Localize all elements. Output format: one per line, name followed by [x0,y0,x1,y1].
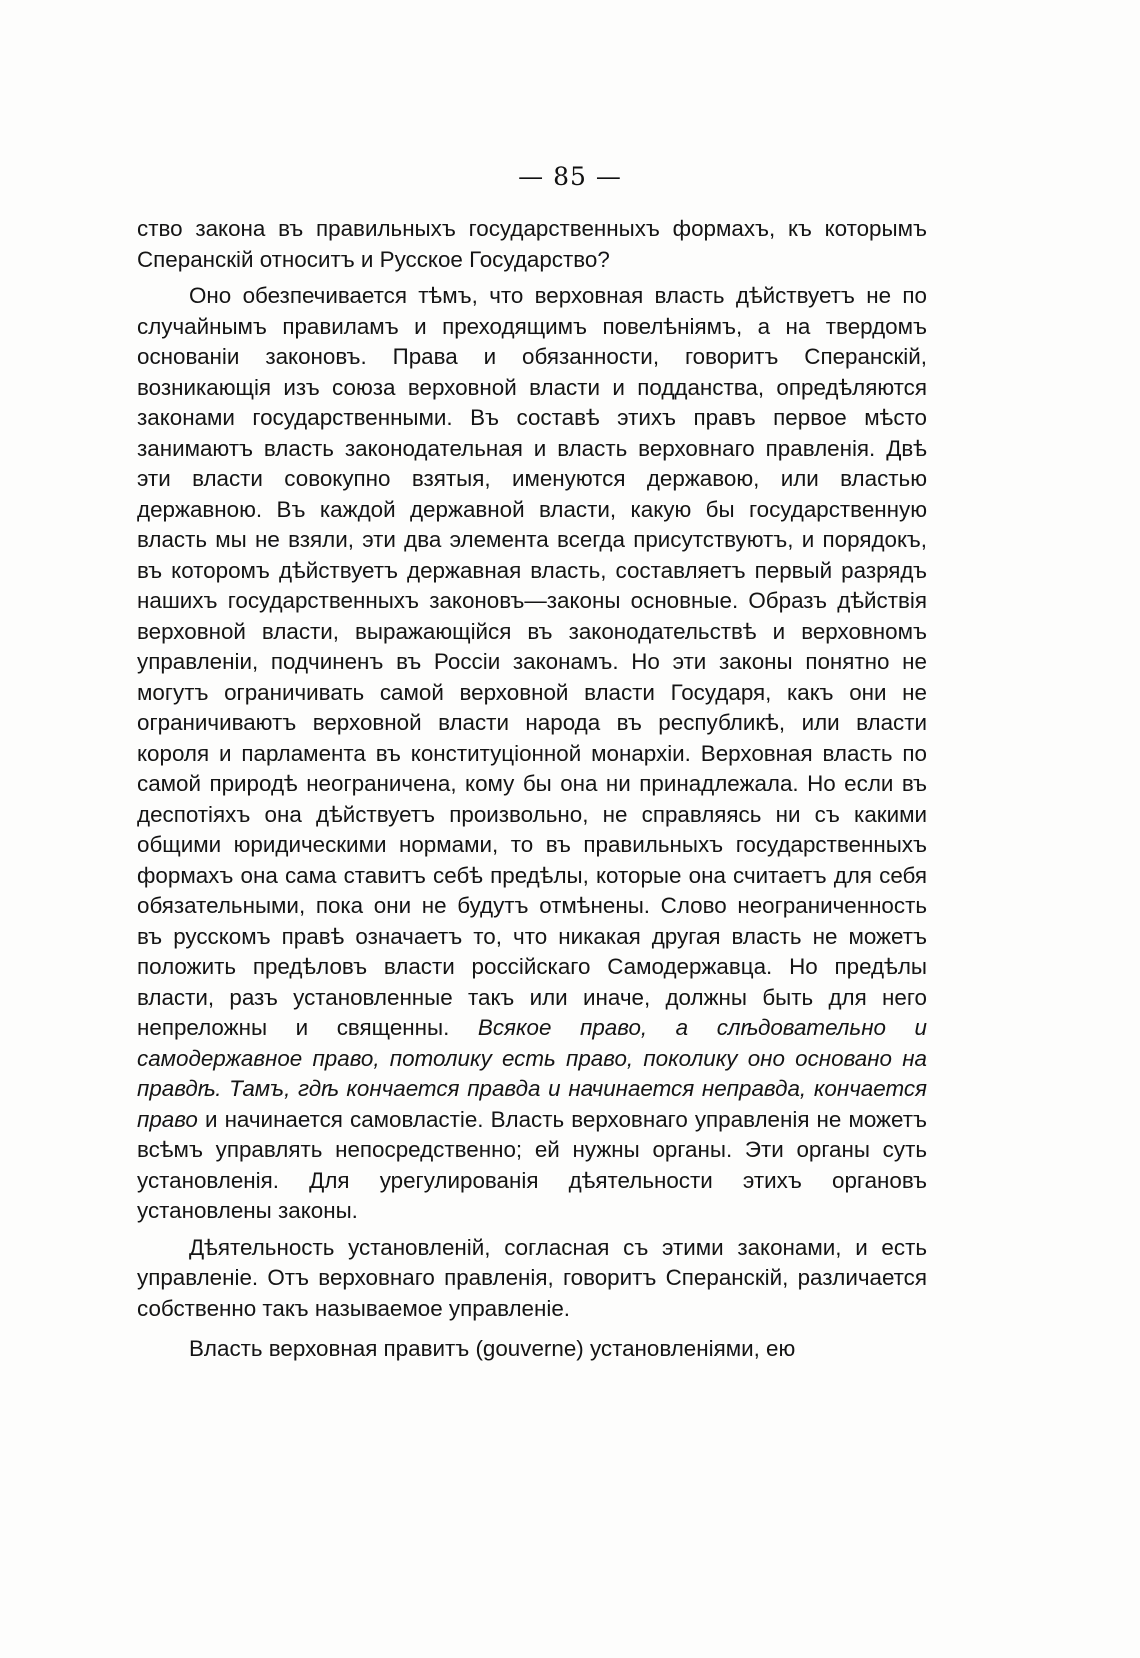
paragraph-administration: Дѣятельность установленій, согласная съ этими законами, и есть управленіе. Отъ верховнаго правленія, говоритъ Сперанскій, различается собственно такъ называемое управленіе. [137,1234,927,1321]
paragraph-final: Власть верховная правитъ (gouverne) установленіями, ею [189,1336,796,1361]
paragraph-main [137,281,927,1227]
body-text [137,214,927,1365]
paragraph-main-text: Оно обезпечивается тѣмъ, что верховная власть дѣйствуетъ не по случайнымъ правиламъ и преходящимъ повелѣніямъ, а на твердомъ основаніи законовъ. Права и обязанности, говоритъ Сперанскій, возникающія изъ союза верховной власти и подданства, опредѣляются законами государственными. Въ составѣ этихъ правъ первое мѣсто занимаютъ власть законодательная и власть верховнаго правленія. Двѣ эти власти совокупно взятыя, именуются державою, или властью державною. Въ каждой державной власти, какую бы государственную власть мы не взяли, эти два элемента всегда присутствуютъ, и порядокъ, въ которомъ дѣйствуетъ державная власть, составляетъ первый разрядъ нашихъ государственныхъ законовъ—законы основные. Образъ дѣйствія верховной власти, выражающійся въ законодательствѣ и верховномъ управленіи, подчиненъ въ Россіи законамъ. Но эти законы понятно не могутъ ограничивать самой верховной власти Государя, какъ они не ограничиваютъ верховной власти народа въ республикѣ, или власти короля и парламента въ конституціонной монархіи. Верховная власть по самой природѣ неограничена, кому бы она ни принадлежала. Но если въ деспотіяхъ она дѣйствуетъ произвольно, не справляясь ни съ какими общими юридическими нормами, то въ правильныхъ государственныхъ формахъ она сама ставитъ себѣ предѣлы, которые она считаетъ для себя обязательными, пока они не будутъ отмѣнены. Слово неограниченность въ русскомъ правѣ означаетъ то, что никакая другая власть не можетъ положить предѣловъ власти россійскаго Самодержавца. Но предѣлы власти, разъ установленные такъ или иначе, должны быть для него непреложны и священны. [137,283,927,1040]
italic-quote: Всякое право, а слѣдовательно и самодержавное право, потолику есть право, поколику оно основано на правдѣ. Тамъ, гдѣ кончается правда и начинается неправда, кончается право [137,1015,927,1132]
paragraph-continuation: ство закона въ правильныхъ государственныхъ формахъ, къ которымъ Сперанскій относитъ и Русское Государство? [137,216,927,272]
page-number: — 85 — [518,162,622,191]
paragraph-main-tail: и начинается самовластіе. Власть верховнаго управленія не можетъ всѣмъ управлять непосредственно; ей нужны органы. Эти органы суть установленія. Для урегулированія дѣятельности этихъ органовъ установлены законы. [137,1106,927,1223]
